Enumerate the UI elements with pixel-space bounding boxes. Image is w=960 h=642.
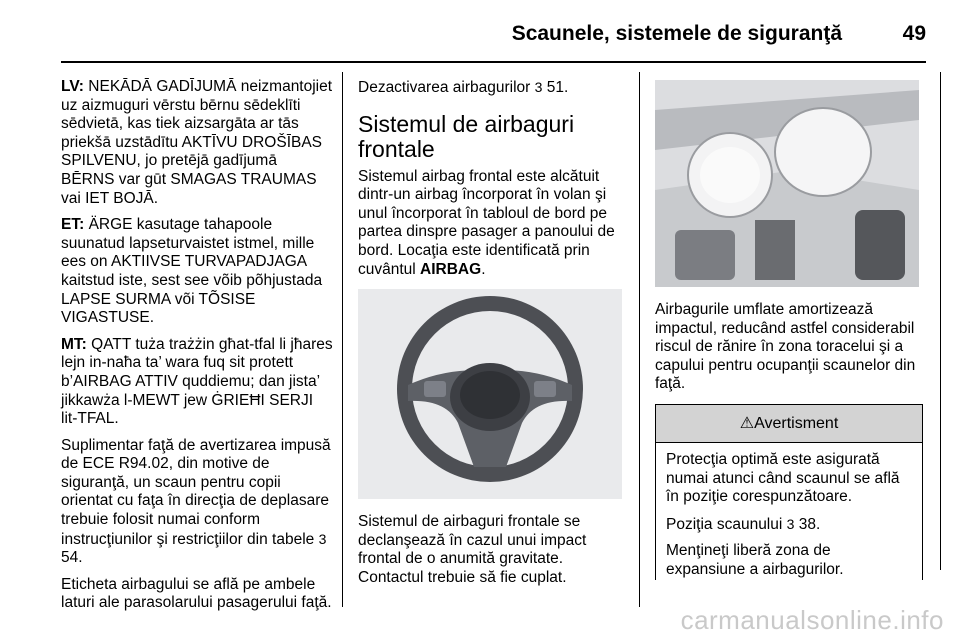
warning-p2-text: Poziţia scaunului: [666, 515, 783, 533]
page-number: 49: [902, 22, 926, 45]
lang-label-et: ET:: [61, 216, 85, 234]
steering-wheel-image: [358, 289, 622, 499]
header-rule: [61, 61, 926, 63]
column-divider-1: [342, 72, 343, 607]
intro-text: Sistemul airbag frontal este alcătuit dintr-un airbag încorporat în volan şi unul încorporat în tabloul de bord pe partea dinspre pasager a panoului de bord. Locaţia este identificată prin cuvântul: [358, 167, 615, 278]
paragraph-et: [61, 216, 333, 328]
warning-body: [656, 443, 922, 580]
page-ref-arrow-icon: 3: [318, 530, 327, 547]
page-ref-link[interactable]: 38.: [798, 515, 821, 533]
paragraph-lv: [61, 78, 333, 208]
dezactivare-text: Dezactivarea airbagurilor: [358, 79, 531, 96]
airbag-interior-icon: [655, 80, 919, 287]
warning-paragraph-3: Menţineţi liberă zona de expansiune a airbagurilor.: [666, 542, 844, 578]
warning-triangle-icon: ⚠: [739, 414, 755, 432]
paragraph-suplimentar: [61, 437, 333, 568]
paragraph-eticheta: Eticheta airbagului se află pe ambele laturi ale parasolarului pasagerului faţă.: [61, 575, 332, 612]
paragraph-intro: [358, 168, 626, 280]
column-divider-3: [940, 72, 941, 570]
warning-title: Avertisment: [754, 414, 839, 432]
paragraph-declansare: Sistemul de airbaguri frontale se declanşează în cazul unui impact frontal de o anumită gravitate. Contactul trebuie să fie cuplat.: [358, 513, 587, 586]
warning-box: [655, 404, 923, 580]
column-2: [358, 78, 626, 596]
warning-paragraph-1: Protecţia optimă este asigurată numai atunci când scaunul se află în poziţie corespunzătoare.: [666, 450, 900, 506]
mt-text: QATT tuża trażżin għat-tfal li jħares lejn in-naħa ta’ wara fuq sit protett b’AIRBAG ATTIV quddiemu; dan jista’ jikkawża l-MEWT jew ĠRIEĦI SERJI lit-TFAL.: [61, 335, 333, 428]
page-title: Scaunele, sistemele de siguranţă: [511, 22, 842, 45]
paragraph-umflate: Airbagurile umflate amortizează impactul, reducând astfel considerabil riscul de rănire în zona toracelui şi a capului pentru ocupanţii scaunelor din faţă.: [655, 301, 916, 393]
lang-label-lv: LV:: [61, 78, 84, 95]
page-ref-arrow-icon: 3: [786, 515, 795, 532]
airbag-keyword: AIRBAG: [420, 260, 482, 278]
inflated-airbags-image: [655, 80, 919, 287]
column-1: [61, 78, 333, 621]
steering-wheel-icon: [358, 289, 622, 499]
warning-paragraph-2: [666, 515, 912, 535]
column-divider-2: [639, 72, 640, 607]
paragraph-dezactivare: [358, 78, 626, 98]
column-3: [655, 78, 923, 588]
page-ref-arrow-icon: 3: [534, 79, 543, 95]
et-text: ÄRGE kasutage tahapoole suunatud lapseturvaistet istmel, mille ees on AKTIIVSE TURVAPADJAGA kaitstud iste, sest see võib põhjustada LAPSE SURMA või TÕSISE VIGASTUSE.: [61, 216, 323, 327]
suplimentar-text: Suplimentar faţă de avertizarea impusă de ECE R94.02, din motive de siguranţă, un scaun pentru copii orientat cu faţa în direcţia de deplasare trebuie folosit numai conform instrucţiunilor şi restricţiilor din tabele: [61, 436, 331, 548]
page-ref-link[interactable]: 51.: [546, 79, 569, 96]
lv-text: NEKĀDĀ GADĪJUMĀ neizmantojiet uz aizmuguri vērstu bērnu sēdeklīti sēdvietā, kas tiek aizsargāta ar tās priekšā uzstādītu AKTĪVU DROŠĪBAS SPILVENU, jo pretējā gadījumā BĒRNS var gūt SMAGAS TRAUMAS vai IET BOJĀ.: [61, 78, 333, 207]
intro-end: .: [481, 260, 486, 278]
page-ref-link[interactable]: 54.: [61, 549, 83, 567]
lang-label-mt: MT:: [61, 335, 87, 353]
watermark: carmanualsonline.info: [680, 605, 944, 635]
warning-header: [656, 405, 922, 443]
section-heading: Sistemul de airbaguri frontale: [358, 110, 575, 162]
paragraph-mt: [61, 336, 333, 429]
